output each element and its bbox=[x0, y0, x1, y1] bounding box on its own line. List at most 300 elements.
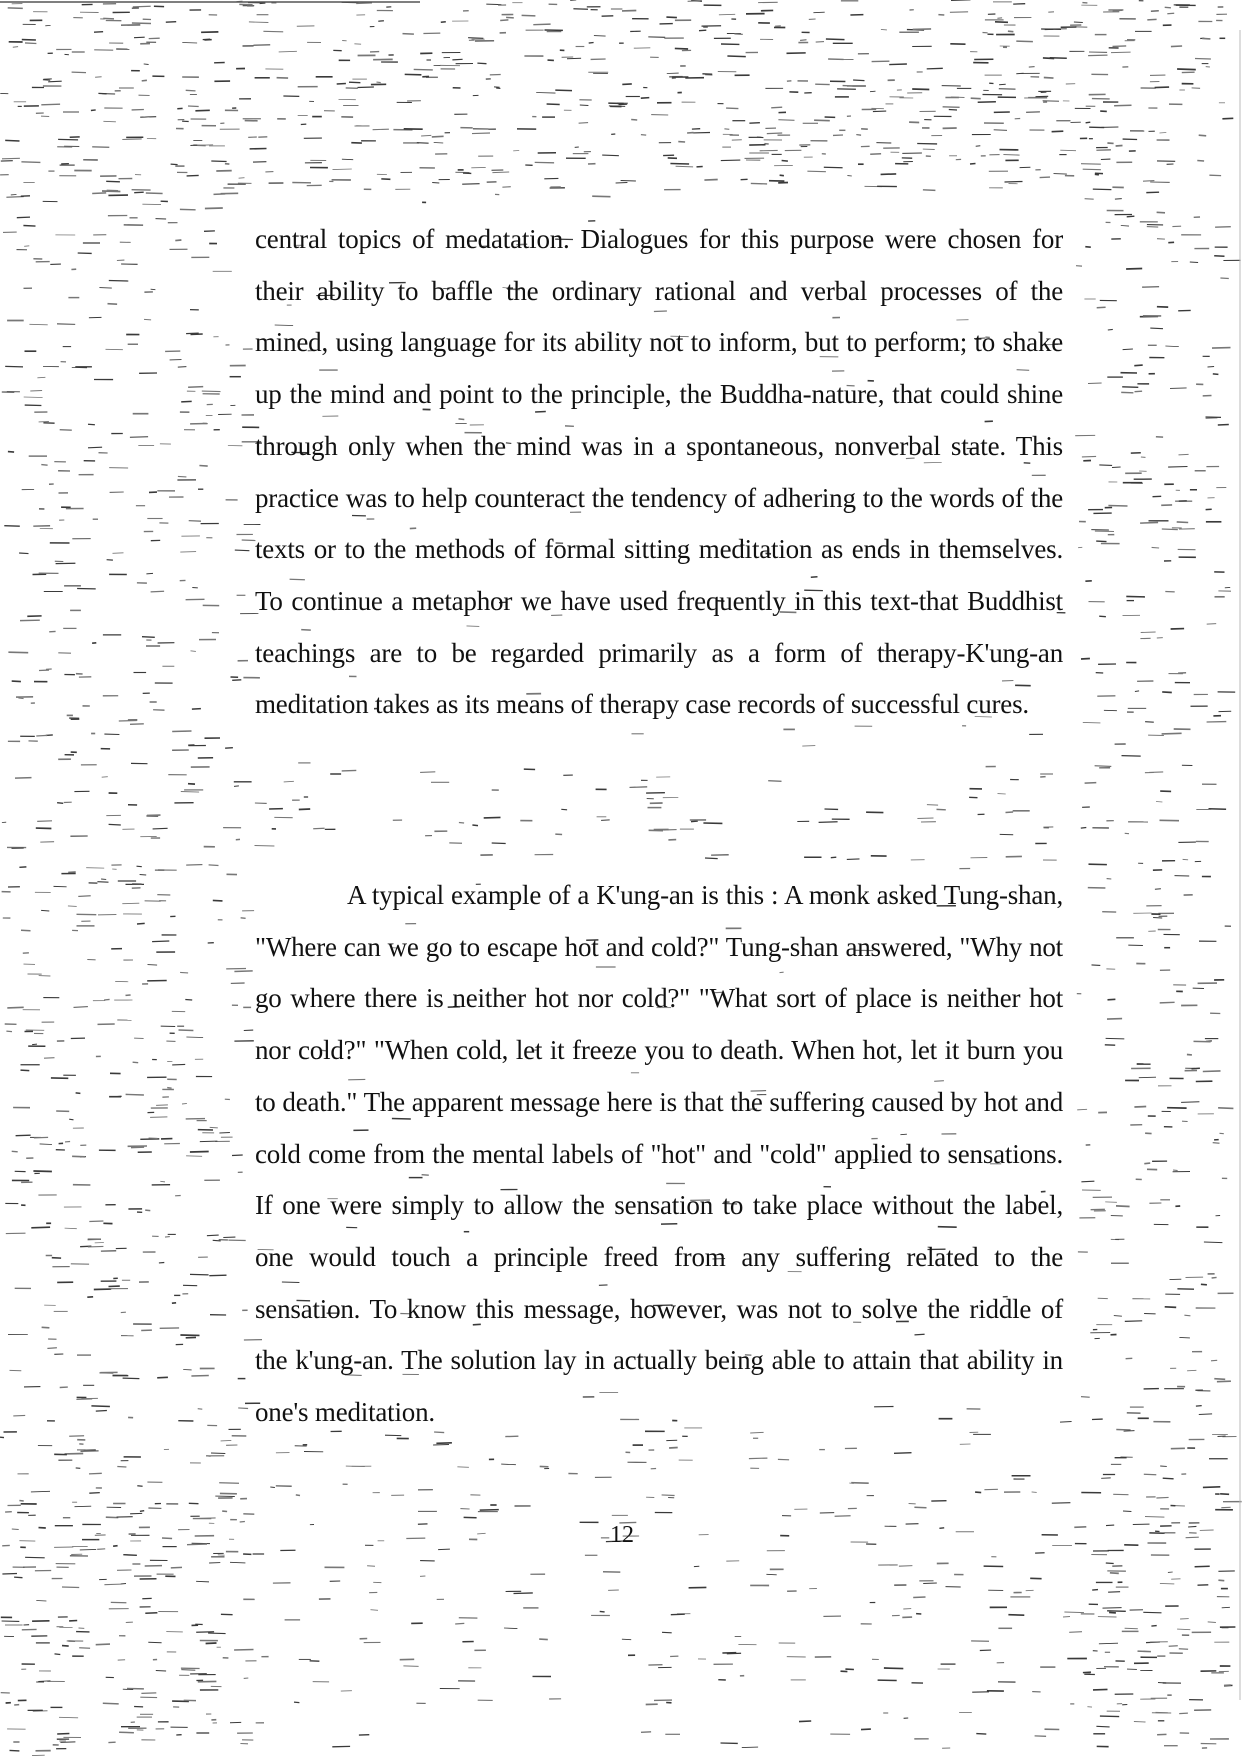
noise-dash bbox=[1190, 262, 1198, 263]
noise-dash bbox=[337, 84, 346, 85]
noise-dash bbox=[146, 573, 153, 574]
noise-dash bbox=[500, 20, 508, 21]
noise-dash bbox=[1083, 169, 1101, 170]
noise-dash bbox=[186, 1037, 203, 1038]
noise-dash bbox=[89, 1473, 102, 1474]
noise-dash bbox=[704, 180, 717, 181]
noise-dash bbox=[1146, 1642, 1160, 1643]
noise-dash bbox=[1149, 772, 1163, 773]
noise-dash bbox=[146, 193, 163, 194]
noise-dash bbox=[153, 828, 168, 829]
noise-dash bbox=[24, 246, 29, 247]
noise-dash bbox=[1170, 388, 1187, 389]
noise-dash bbox=[1052, 1503, 1071, 1504]
noise-dash bbox=[889, 64, 907, 65]
noise-dash bbox=[137, 866, 142, 867]
noise-dash bbox=[140, 1511, 144, 1512]
noise-dash bbox=[123, 1555, 137, 1556]
paragraph-2: A typical example of a K'ung-an is this : A monk asked Tung-shan, "Where can we go to escape hot and cold?" Tung-shan answered, "Why not go where there is neither hot nor cold?" "What sort of place is neither hot nor cold?" "When cold, let it freeze you to death. When hot, let it burn you to death." The apparent message here is that the suffering caused by hot and cold come from the mental labels of "hot" and "cold" applied to sensations. If one were simply to allow the sensation to take place without the label, one would touch a principle freed from any suffering related to the sensation. To know this message, however, was not to solve the riddle of the k'ung-an. The solution lay in actually being able to attain that ability in one's meditation. bbox=[255, 880, 1063, 1428]
noise-dash bbox=[346, 1466, 365, 1467]
noise-dash bbox=[914, 1507, 926, 1508]
noise-dash bbox=[602, 155, 619, 156]
noise-dash bbox=[894, 1453, 912, 1454]
noise-dash bbox=[767, 133, 782, 134]
noise-dash bbox=[142, 80, 147, 81]
noise-dash bbox=[342, 159, 353, 160]
noise-dash bbox=[69, 1436, 84, 1437]
noise-dash bbox=[109, 281, 129, 282]
noise-dash bbox=[899, 1566, 913, 1567]
noise-dash bbox=[472, 825, 478, 826]
noise-dash bbox=[1213, 374, 1219, 375]
noise-dash bbox=[1220, 1494, 1229, 1495]
noise-dash bbox=[207, 1235, 219, 1236]
noise-dash bbox=[1099, 616, 1106, 617]
noise-dash bbox=[65, 1228, 77, 1229]
noise-dash bbox=[17, 217, 30, 218]
noise-dash bbox=[1201, 1284, 1207, 1285]
noise-dash bbox=[1177, 1629, 1190, 1630]
noise-dash bbox=[140, 875, 147, 876]
noise-dash bbox=[148, 965, 158, 966]
noise-dash bbox=[121, 1584, 126, 1585]
noise-dash bbox=[1214, 1379, 1225, 1380]
noise-dash bbox=[727, 56, 745, 57]
noise-dash bbox=[156, 1105, 168, 1106]
noise-dash bbox=[91, 110, 96, 111]
noise-dash bbox=[373, 129, 389, 130]
noise-dash bbox=[188, 387, 203, 388]
noise-dash bbox=[31, 1227, 50, 1228]
noise-dash bbox=[89, 1493, 100, 1494]
noise-dash bbox=[594, 36, 606, 37]
noise-dash bbox=[211, 1453, 225, 1454]
noise-dash bbox=[255, 846, 275, 847]
noise-dash bbox=[768, 781, 781, 782]
noise-dash bbox=[1126, 596, 1145, 597]
noise-dash bbox=[1124, 1431, 1135, 1432]
noise-dash bbox=[145, 1210, 150, 1211]
noise-dash bbox=[279, 51, 297, 52]
noise-dash bbox=[1107, 1019, 1122, 1020]
noise-dash bbox=[37, 821, 52, 822]
noise-dash bbox=[884, 1668, 903, 1669]
noise-dash bbox=[1134, 365, 1142, 366]
noise-dash bbox=[1123, 349, 1133, 350]
noise-dash bbox=[1160, 1583, 1174, 1584]
noise-dash bbox=[813, 12, 824, 13]
noise-dash bbox=[76, 1399, 92, 1400]
noise-dash bbox=[691, 1, 702, 2]
noise-dash bbox=[1092, 965, 1101, 966]
noise-dash bbox=[25, 1557, 45, 1558]
noise-dash bbox=[976, 1734, 986, 1735]
noise-dash bbox=[675, 48, 688, 49]
noise-dash bbox=[76, 1093, 81, 1094]
noise-dash bbox=[1211, 1360, 1217, 1361]
noise-dash bbox=[108, 304, 118, 305]
noise-dash bbox=[5, 366, 23, 367]
noise-dash bbox=[807, 171, 826, 172]
noise-dash bbox=[631, 120, 637, 121]
noise-dash bbox=[1134, 1107, 1146, 1108]
noise-dash bbox=[573, 9, 588, 10]
noise-dash bbox=[662, 1632, 672, 1633]
noise-dash bbox=[751, 183, 767, 184]
noise-dash bbox=[72, 367, 87, 368]
noise-dash bbox=[1141, 632, 1156, 633]
noise-dash bbox=[1083, 1672, 1091, 1673]
noise-dash bbox=[15, 778, 32, 779]
noise-dash bbox=[213, 1240, 221, 1241]
noise-dash bbox=[1096, 1726, 1109, 1727]
noise-dash bbox=[96, 1411, 107, 1412]
noise-dash bbox=[1177, 522, 1189, 523]
noise-dash bbox=[13, 47, 18, 48]
noise-dash bbox=[1163, 1478, 1174, 1479]
noise-dash bbox=[1208, 1622, 1216, 1623]
noise-dash bbox=[870, 154, 881, 155]
noise-dash bbox=[881, 29, 887, 30]
noise-dash bbox=[172, 731, 191, 732]
noise-dash bbox=[994, 130, 1007, 131]
noise-dash bbox=[23, 226, 35, 227]
noise-dash bbox=[1140, 523, 1158, 524]
noise-dash bbox=[24, 397, 43, 398]
noise-dash bbox=[782, 161, 788, 162]
noise-dash bbox=[232, 1155, 243, 1156]
noise-dash bbox=[7, 1007, 23, 1008]
noise-dash bbox=[25, 43, 36, 44]
noise-dash bbox=[749, 1458, 768, 1459]
noise-dash bbox=[62, 1587, 79, 1588]
noise-dash bbox=[1217, 1381, 1231, 1382]
noise-dash bbox=[1195, 59, 1211, 60]
noise-dash bbox=[1084, 1673, 1091, 1674]
noise-dash bbox=[1032, 1492, 1037, 1493]
noise-dash bbox=[1116, 1430, 1130, 1431]
noise-dash bbox=[88, 1239, 101, 1240]
noise-dash bbox=[47, 1348, 57, 1349]
noise-dash bbox=[30, 391, 42, 392]
noise-dash bbox=[1165, 1307, 1177, 1308]
noise-dash bbox=[1218, 1108, 1233, 1109]
paragraph-1: central topics of medatation. Dialogues for this purpose were chosen for their ability to baffle the ordinary rational and verbal processes of the mined, using language for its ability not to inform, but to perform; to shake up the mind and point to the principle, the Buddha-nature, that could shine through only when the mind was in a spontaneous, nonverbal state. This practice was to help counteract the tendency of adhering to the words of the texts or to the methods of formal sitting meditation as ends in themselves. To continue a metaphor we have used frequently in this text-that Buddhist teachings are to be regarded primarily as a form of therapy-K'ung-an meditation takes as its means of therapy case records of successful cures. bbox=[255, 224, 1063, 720]
noise-dash bbox=[1162, 692, 1172, 693]
noise-dash bbox=[103, 1703, 119, 1704]
noise-dash bbox=[225, 748, 233, 749]
noise-dash bbox=[1153, 918, 1162, 919]
noise-dash bbox=[59, 1717, 78, 1718]
noise-dash bbox=[671, 1614, 685, 1615]
noise-dash bbox=[999, 84, 1006, 85]
noise-dash bbox=[1218, 1436, 1226, 1437]
noise-dash bbox=[14, 1577, 22, 1578]
noise-dash bbox=[171, 1567, 182, 1568]
noise-dash bbox=[1093, 1689, 1108, 1690]
noise-dash bbox=[1150, 328, 1163, 329]
noise-dash bbox=[1081, 828, 1087, 829]
noise-dash bbox=[69, 1119, 73, 1120]
noise-dash bbox=[92, 147, 109, 148]
noise-dash bbox=[102, 191, 120, 192]
noise-dash bbox=[600, 1611, 605, 1612]
noise-dash bbox=[621, 181, 636, 182]
noise-dash bbox=[666, 17, 677, 18]
noise-dash bbox=[1052, 131, 1064, 132]
noise-dash bbox=[814, 120, 830, 121]
noise-dash bbox=[441, 22, 446, 23]
noise-dash bbox=[1110, 1573, 1119, 1574]
noise-dash bbox=[641, 1732, 651, 1733]
noise-dash bbox=[1093, 189, 1112, 190]
noise-dash bbox=[539, 1639, 548, 1640]
noise-dash bbox=[178, 367, 187, 368]
noise-dash bbox=[870, 91, 876, 92]
noise-dash bbox=[1218, 425, 1229, 426]
noise-dash bbox=[1213, 1143, 1220, 1144]
noise-dash bbox=[144, 117, 150, 118]
noise-dash bbox=[561, 809, 567, 810]
noise-dash bbox=[913, 1597, 925, 1598]
noise-dash bbox=[1114, 1316, 1122, 1317]
noise-dash bbox=[190, 145, 197, 146]
noise-dash bbox=[13, 1415, 25, 1416]
noise-dash bbox=[1086, 122, 1091, 123]
noise-dash bbox=[641, 135, 646, 136]
noise-dash bbox=[1145, 1517, 1164, 1518]
noise-dash bbox=[1122, 387, 1138, 388]
noise-dash bbox=[1139, 1077, 1156, 1078]
noise-dash bbox=[472, 133, 490, 134]
noise-dash bbox=[209, 1275, 226, 1276]
noise-dash bbox=[1134, 1722, 1146, 1723]
noise-dash bbox=[1085, 247, 1091, 248]
noise-dash bbox=[182, 1103, 187, 1104]
noise-dash bbox=[1203, 1071, 1221, 1072]
noise-dash bbox=[182, 43, 197, 44]
noise-dash bbox=[1081, 1397, 1090, 1398]
noise-dash bbox=[6, 1031, 12, 1032]
noise-dash bbox=[34, 1137, 48, 1138]
noise-dash bbox=[1108, 506, 1127, 507]
noise-dash bbox=[778, 120, 794, 121]
noise-dash bbox=[1008, 31, 1014, 32]
noise-dash bbox=[1116, 146, 1123, 147]
noise-dash bbox=[43, 80, 50, 81]
noise-dash bbox=[96, 1644, 110, 1645]
noise-dash bbox=[592, 196, 610, 197]
noise-dash bbox=[484, 817, 501, 818]
noise-dash bbox=[19, 1501, 23, 1502]
noise-dash bbox=[133, 6, 151, 7]
noise-dash bbox=[1162, 733, 1182, 734]
noise-dash bbox=[145, 1613, 157, 1614]
noise-dash bbox=[126, 1094, 144, 1095]
noise-dash bbox=[861, 1729, 871, 1730]
noise-dash bbox=[1168, 467, 1187, 468]
noise-dash bbox=[1147, 19, 1156, 20]
noise-dash bbox=[1081, 164, 1101, 165]
noise-dash bbox=[78, 896, 90, 897]
noise-dash bbox=[230, 1562, 245, 1563]
noise-dash bbox=[438, 1549, 450, 1550]
noise-dash bbox=[238, 1408, 248, 1409]
noise-dash bbox=[221, 1440, 232, 1441]
noise-dash bbox=[152, 941, 169, 942]
noise-dash bbox=[166, 22, 176, 23]
noise-dash bbox=[237, 1, 243, 2]
noise-dash bbox=[209, 865, 219, 866]
noise-dash bbox=[356, 3, 372, 4]
noise-dash bbox=[851, 1483, 869, 1484]
noise-dash bbox=[622, 1639, 631, 1640]
noise-dash bbox=[94, 32, 103, 33]
noise-dash bbox=[36, 1601, 46, 1602]
noise-dash bbox=[38, 1681, 50, 1682]
noise-dash bbox=[1108, 1592, 1120, 1593]
noise-dash bbox=[641, 98, 650, 99]
noise-dash bbox=[31, 1491, 50, 1492]
noise-dash bbox=[455, 1623, 464, 1624]
noise-dash bbox=[1177, 69, 1196, 70]
noise-dash bbox=[140, 117, 156, 118]
noise-dash bbox=[196, 145, 213, 146]
noise-dash bbox=[1214, 256, 1224, 257]
noise-dash bbox=[235, 550, 250, 551]
noise-dash bbox=[144, 64, 149, 65]
noise-dash bbox=[459, 823, 464, 824]
noise-dash bbox=[358, 87, 374, 88]
noise-dash bbox=[142, 637, 155, 638]
noise-dash bbox=[477, 63, 486, 64]
noise-dash bbox=[662, 1495, 675, 1496]
noise-dash bbox=[849, 1483, 853, 1484]
noise-dash bbox=[46, 735, 53, 736]
noise-dash bbox=[12, 681, 21, 682]
noise-dash bbox=[1206, 418, 1218, 419]
noise-dash bbox=[134, 192, 144, 193]
noise-dash bbox=[41, 465, 47, 466]
noise-dash bbox=[1108, 329, 1113, 330]
noise-dash bbox=[1215, 227, 1231, 228]
noise-dash bbox=[1081, 1181, 1094, 1182]
noise-dash bbox=[1095, 174, 1099, 175]
noise-dash bbox=[186, 90, 196, 91]
noise-dash bbox=[119, 721, 137, 722]
noise-dash bbox=[260, 3, 266, 4]
noise-dash bbox=[57, 1734, 69, 1735]
noise-dash bbox=[75, 1506, 92, 1507]
noise-dash bbox=[799, 1721, 811, 1722]
noise-dash bbox=[167, 1088, 171, 1089]
noise-dash bbox=[91, 1406, 110, 1407]
noise-dash bbox=[2, 1574, 17, 1575]
noise-dash bbox=[1085, 783, 1097, 784]
noise-dash bbox=[462, 184, 479, 185]
noise-dash bbox=[766, 1574, 776, 1575]
noise-dash bbox=[403, 1666, 418, 1667]
noise-dash bbox=[1151, 1626, 1156, 1627]
noise-dash bbox=[296, 1495, 300, 1496]
noise-dash bbox=[1125, 1628, 1138, 1629]
page-body bbox=[255, 214, 1063, 1428]
noise-dash bbox=[156, 1671, 166, 1672]
noise-dash bbox=[189, 521, 201, 522]
noise-dash bbox=[923, 190, 936, 191]
noise-dash bbox=[1156, 802, 1162, 803]
noise-dash bbox=[533, 24, 550, 25]
noise-dash bbox=[1212, 348, 1231, 349]
noise-dash bbox=[676, 166, 694, 167]
noise-dash bbox=[1160, 133, 1167, 134]
noise-dash bbox=[949, 110, 957, 111]
noise-dash bbox=[234, 1650, 253, 1651]
noise-dash bbox=[254, 45, 271, 46]
noise-dash bbox=[48, 81, 62, 82]
noise-dash bbox=[504, 1628, 517, 1629]
noise-dash bbox=[1157, 212, 1165, 213]
noise-dash bbox=[92, 193, 106, 194]
noise-dash bbox=[1162, 529, 1178, 530]
noise-dash bbox=[1111, 52, 1131, 53]
noise-dash bbox=[480, 1510, 499, 1511]
noise-dash bbox=[514, 1593, 533, 1594]
noise-dash bbox=[1203, 1487, 1220, 1488]
noise-dash bbox=[616, 183, 628, 184]
noise-dash bbox=[214, 194, 226, 195]
noise-dash bbox=[622, 84, 632, 85]
noise-dash bbox=[80, 1246, 91, 1247]
noise-dash bbox=[1121, 226, 1129, 227]
noise-dash bbox=[12, 1151, 18, 1152]
noise-dash bbox=[1199, 1414, 1212, 1415]
noise-dash bbox=[873, 111, 886, 112]
noise-dash bbox=[1171, 46, 1182, 47]
noise-dash bbox=[457, 1467, 469, 1468]
noise-dash bbox=[417, 143, 429, 144]
noise-dash bbox=[1082, 456, 1096, 457]
noise-dash bbox=[802, 746, 815, 747]
noise-dash bbox=[976, 146, 981, 147]
noise-dash bbox=[1145, 722, 1154, 723]
noise-dash bbox=[1122, 756, 1141, 757]
noise-dash bbox=[239, 178, 245, 179]
noise-dash bbox=[1160, 1002, 1175, 1003]
noise-dash bbox=[567, 58, 581, 59]
noise-dash bbox=[1085, 199, 1094, 200]
noise-dash bbox=[1155, 87, 1170, 88]
noise-dash bbox=[501, 1464, 516, 1465]
noise-dash bbox=[104, 1584, 121, 1585]
noise-dash bbox=[367, 1566, 375, 1567]
noise-dash bbox=[819, 822, 838, 823]
noise-dash bbox=[21, 162, 40, 163]
noise-dash bbox=[8, 452, 14, 453]
noise-dash bbox=[1109, 1612, 1116, 1613]
noise-dash bbox=[432, 136, 444, 137]
noise-dash bbox=[1196, 1406, 1202, 1407]
noise-dash bbox=[113, 553, 124, 554]
noise-dash bbox=[826, 39, 845, 40]
noise-dash bbox=[4, 526, 19, 527]
noise-dash bbox=[249, 22, 269, 23]
noise-dash bbox=[492, 172, 509, 173]
noise-dash bbox=[1143, 181, 1154, 182]
noise-dash bbox=[234, 971, 252, 972]
noise-dash bbox=[1099, 465, 1112, 466]
noise-dash bbox=[1006, 812, 1014, 813]
